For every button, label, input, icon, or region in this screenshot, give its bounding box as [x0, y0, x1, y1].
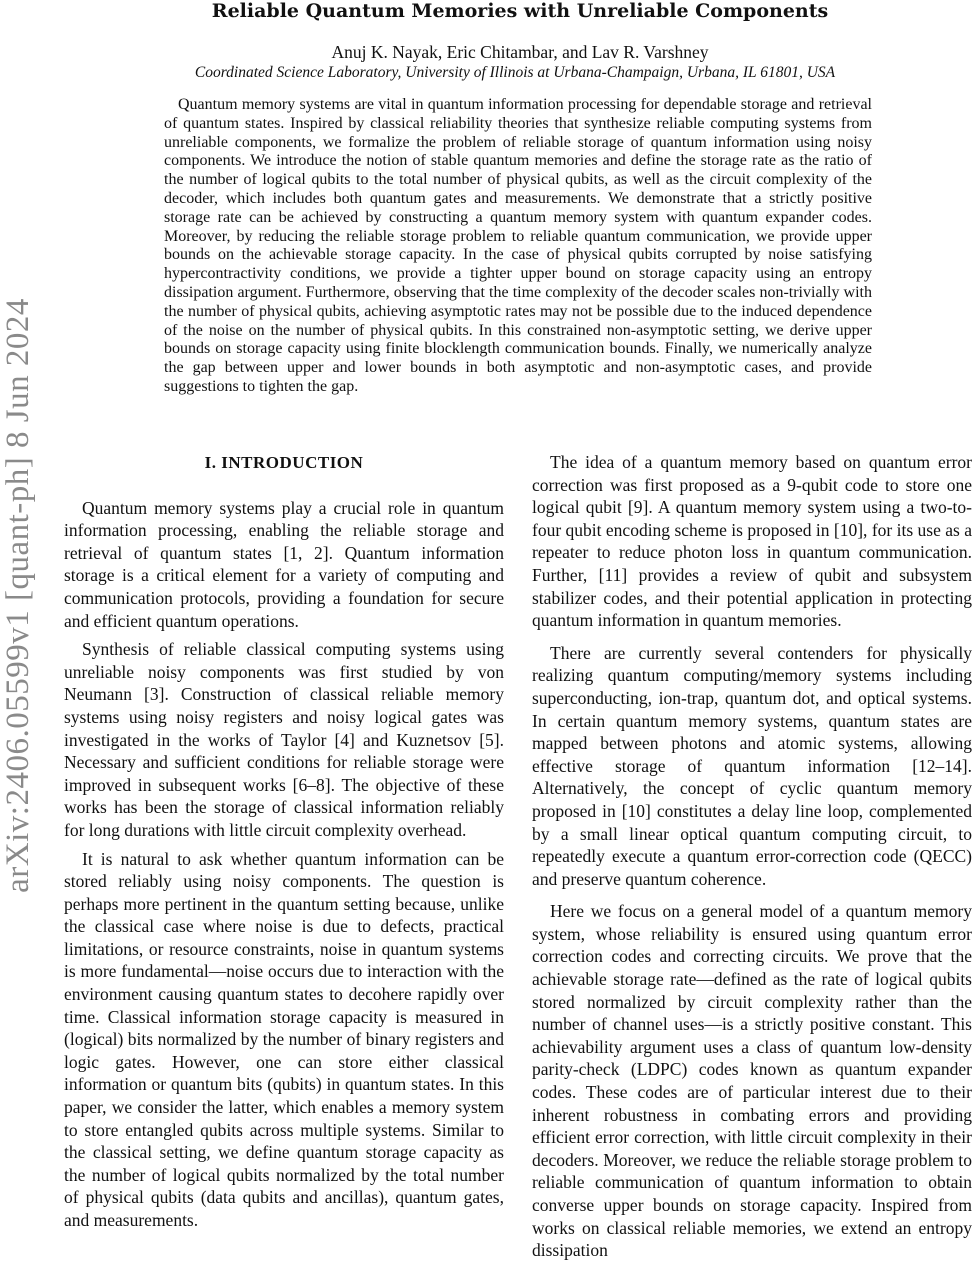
arxiv-identifier-stamp — [0, 270, 36, 920]
author-list: Anuj K. Nayak, Eric Chitambar, and Lav R. Varshney — [331, 42, 709, 62]
paragraph: The idea of a quantum memory based on quantum error correction was first proposed as a 9-qubit code to store one logical qubit [9]. A quantum memory system using a two-to-four qubit encoding scheme is proposed in [10], for its use as a repeater to reduce photon loss in quantum communication. Further, [11] provides a review of qubit and subsystem stabilizer codes, and their potential application in protecting quantum information in quantum memories. — [532, 452, 972, 631]
paragraph: Synthesis of reliable classical computing systems using unreliable noisy components was first studied by von Neumann [3]. Construction of classical reliable memory systems using noisy registers and noisy logical gates was investigated in the works of Taylor [4] and Kuznetsov [5]. Necessary and sufficient conditions for reliable storage were improved in subsequent works [6–8]. The objective of these works has been the storage of classical information reliably for long durations with little circuit complexity overhead. — [64, 639, 504, 840]
arxiv-id-text: arXiv:2406.05599v1 [quant-ph] 8 Jun 2024 — [0, 297, 36, 893]
author-affiliation: Coordinated Science Laboratory, University of Illinois at Urbana-Champaign, Urbana, IL 61801, USA — [194, 64, 836, 81]
paragraph: Quantum memory systems play a crucial role in quantum information processing, enabling the reliable storage and retrieval of quantum states [1, 2]. Quantum information storage is a critical element for a variety of computing and communication protocols, providing a foundation for secure and efficient quantum operations. — [64, 497, 504, 631]
right-column — [532, 451, 972, 1272]
section-heading-introduction: I. INTRODUCTION — [204, 453, 364, 472]
paragraph: There are currently several contenders for physically realizing quantum computing/memory systems including superconducting, ion-trap, quantum dot, and optical systems. In certain quantum memory systems, quantum states are mapped between photons and atomic systems, allowing effective storage of quantum information [12–14]. Alternatively, the concept of cyclic quantum memory proposed in [10] constitutes a delay line loop, complemented by a small linear optical quantum computing circuit, to repeatedly execute a quantum error-correction code (QECC) and preserve quantum coherence. — [532, 642, 972, 889]
paper-title: Reliable Quantum Memories with Unreliable Components — [211, 0, 829, 22]
paragraph: Here we focus on a general model of a quantum memory system, whose reliability is ensured using quantum error correction codes and correcting circuits. We prove that the achievable storage rate—defined as the rate of logical qubits stored normalized by circuit complexity rather than the number of channel uses—is a strictly positive constant. This achievability argument uses a class of quantum low-density parity-check (LDPC) codes known as quantum expander codes. These codes are of particular interest due to their inherent robustness in combating errors and providing efficient error correction, with little circuit complexity in their decoders. Moreover, we reduce the reliable storage problem to reliable communication of quantum information to obtain converse upper bounds on storage capacity. Inspired from works on classical reliable memories, we extend an entropy dissipation — [532, 901, 972, 1261]
abstract: Quantum memory systems are vital in quantum information processing for dependable storage and retrieval of quantum states. Inspired by classical reliability theories that synthesize reliable computing systems from unreliable components, we formalize the problem of reliable storage of quantum information using noisy components. We introduce the notion of stable quantum memories and define the storage rate as the ratio of the number of logical qubits to the total number of physical qubits, as well as the circuit complexity of the decoder, which includes both quantum gates and measurements. We demonstrate that a strictly positive storage rate can be achieved by constructing a quantum memory system with quantum expander codes. Moreover, by reducing the reliable storage problem to reliable quantum communication, we provide upper bounds on the achievable storage capacity. In the case of physical qubits corrupted by noise satisfying hypercontractivity conditions, we provide a tighter upper bound on storage capacity using an entropy dissipation argument. Furthermore, observing that the time complexity of the decoder scales non-trivially with the number of physical qubits, achieving asymptotic rates may not be possible due to the induced dependence of the noise on the number of physical qubits. In this constrained non-asymptotic setting, we derive upper bounds on storage capacity using finite blocklength communication bounds. Finally, we numerically analyze the gap between upper and lower bounds in both asymptotic and non-asymptotic cases, and provide suggestions to tighten the gap. — [164, 96, 872, 395]
left-column — [64, 450, 504, 1238]
paragraph: It is natural to ask whether quantum information can be stored reliably using noisy components. The question is perhaps more pertinent in the quantum setting because, unlike the classical case where noise is due to defects, practical limitations, or resource constraints, noise in quantum systems is more fundamental—noise occurs due to interaction with the environment causing quantum states to decohere rapidly over time. Classical information storage capacity is measured in (logical) bits normalized by the number of binary registers and logic gates. However, one can store either classical information or quantum bits (qubits) in quantum states. In this paper, we consider the latter, which enables a memory system to store entangled qubits across multiple systems. Similar to the classical setting, we define quantum storage capacity as the number of logical qubits normalized by the total number of physical qubits (data qubits and ancillas), quantum gates, and measurements. — [64, 848, 504, 1230]
